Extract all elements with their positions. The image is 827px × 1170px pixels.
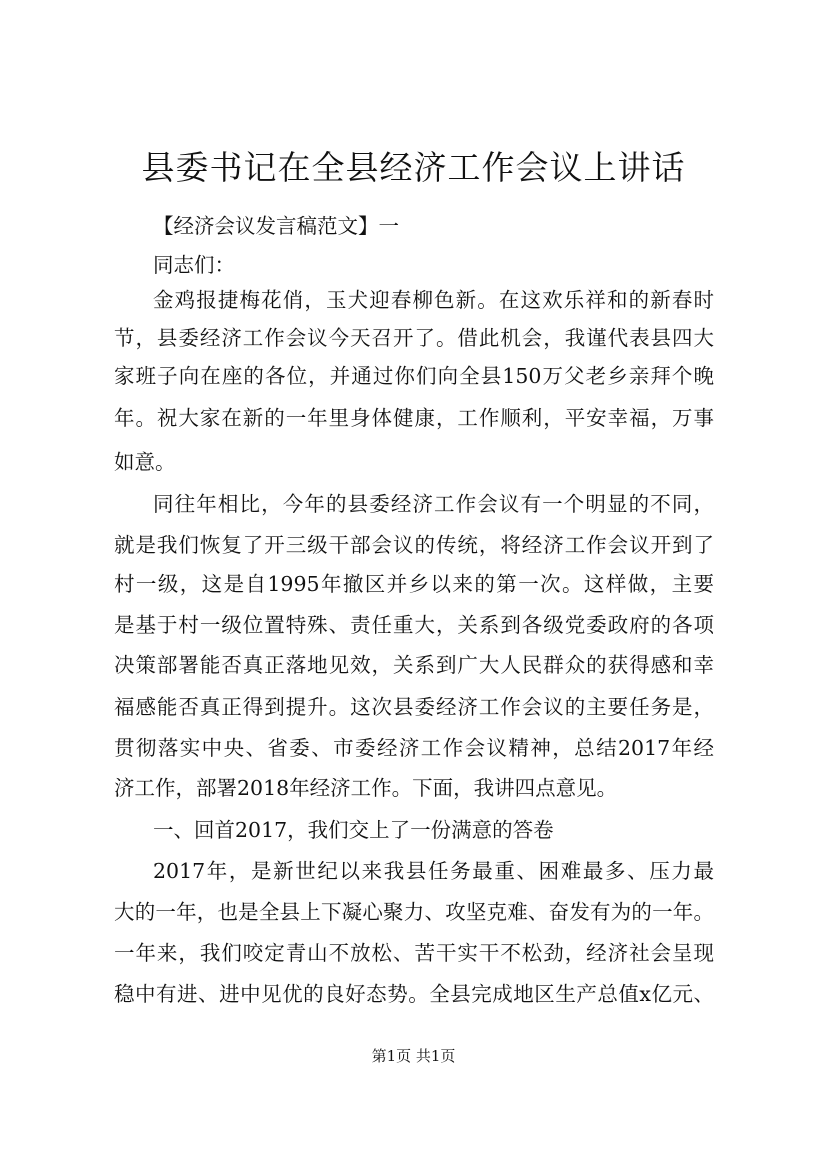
body-text-line: 就是我们恢复了开三级干部会议的传统，将经济工作会议开到了 [114,533,714,557]
body-text-line: 稳中有进、进中见优的良好态势。全县完成地区生产总值x亿元、 [114,982,714,1006]
body-text-line: 2017年，是新世纪以来我县任务最重、困难最多、压力最 [153,859,714,883]
body-text-line: 贯彻落实中央、省委、市委经济工作会议精神，总结2017年经 [114,736,714,760]
body-text-line: 大的一年，也是全县上下凝心聚力、攻坚克难、奋发有为的一年。 [114,900,714,924]
body-text-line: 节，县委经济工作会议今天召开了。借此机会，我谨代表县四大 [114,326,714,350]
body-text-line: 一年来，我们咬定青山不放松、苦干实干不松劲，经济社会呈现 [114,941,714,965]
body-text-line: 年。祝大家在新的一年里身体健康，工作顺利，平安幸福，万事 [114,406,714,430]
body-text-line: 福感能否真正得到提升。这次县委经济工作会议的主要任务是， [114,695,714,719]
source-label-line: 【经济会议发言稿范文】一 [153,214,399,238]
body-text-line: 金鸡报捷梅花俏，玉犬迎春柳色新。在这欢乐祥和的新春时 [153,288,714,312]
page-footer: 第1页 共1页 [371,1047,456,1065]
section-heading: 一、回首2017，我们交上了一份满意的答卷 [153,818,554,842]
body-text-line: 决策部署能否真正落地见效，关系到广大人民群众的获得感和幸 [114,653,714,677]
body-text-line: 是基于村一级位置特殊、责任重大，关系到各级党委政府的各项 [114,613,714,637]
document-title: 县委书记在全县经济工作会议上讲话 [141,148,686,187]
body-text-line: 同往年相比，今年的县委经济工作会议有一个明显的不同， [153,492,714,516]
body-text-line: 家班子向在座的各位，并通过你们向全县150万父老乡亲拜个晚 [114,364,714,388]
salutation-line: 同志们： [153,253,235,277]
body-text-line: 济工作，部署2018年经济工作。下面，我讲四点意见。 [114,776,618,800]
body-text-line: 村一级，这是自1995年撤区并乡以来的第一次。这样做，主要 [114,572,714,596]
body-text-line: 如意。 [114,450,176,474]
